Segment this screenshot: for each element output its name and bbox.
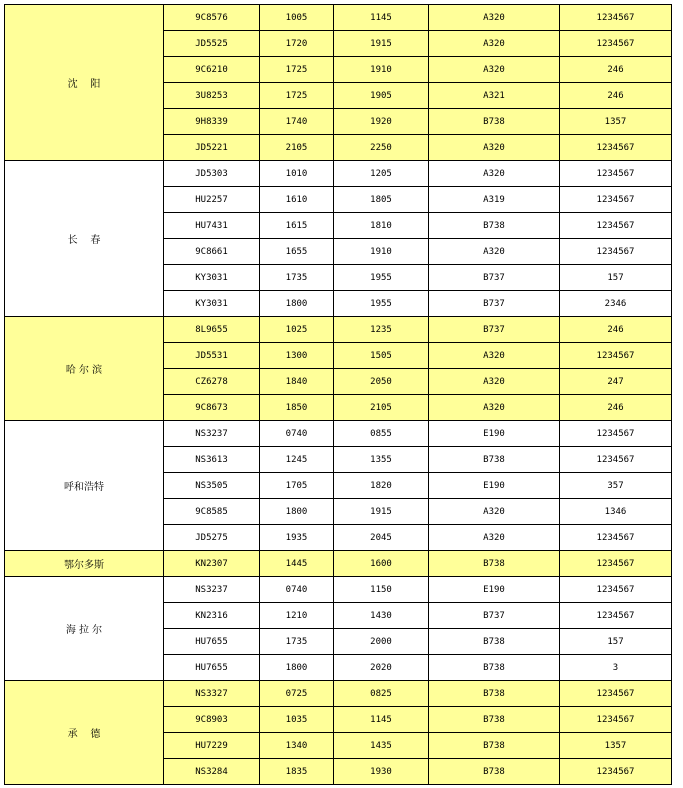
operating-days-cell: 246 — [560, 317, 672, 343]
departure-time-cell: 1705 — [260, 473, 334, 499]
flight-schedule-body — [5, 5, 672, 785]
flight-number-cell: NS3237 — [164, 577, 260, 603]
departure-time-cell: 2105 — [260, 135, 334, 161]
aircraft-type-cell: B738 — [429, 447, 560, 473]
aircraft-type-cell: B737 — [429, 291, 560, 317]
aircraft-type-cell: E190 — [429, 473, 560, 499]
departure-time-cell: 0740 — [260, 577, 334, 603]
flight-number-cell: KN2307 — [164, 551, 260, 577]
operating-days-cell: 1234567 — [560, 343, 672, 369]
flight-row — [5, 317, 672, 343]
departure-time-cell: 1835 — [260, 759, 334, 785]
operating-days-cell: 247 — [560, 369, 672, 395]
city-cell: 沈 阳 — [5, 5, 164, 161]
city-cell: 鄂尔多斯 — [5, 551, 164, 577]
aircraft-type-cell: A320 — [429, 395, 560, 421]
departure-time-cell: 1025 — [260, 317, 334, 343]
aircraft-type-cell: A320 — [429, 57, 560, 83]
flight-number-cell: HU7655 — [164, 629, 260, 655]
flight-number-cell: JD5221 — [164, 135, 260, 161]
flight-number-cell: NS3505 — [164, 473, 260, 499]
flight-number-cell: JD5275 — [164, 525, 260, 551]
aircraft-type-cell: A321 — [429, 83, 560, 109]
aircraft-type-cell: A320 — [429, 31, 560, 57]
flight-number-cell: HU7431 — [164, 213, 260, 239]
departure-time-cell: 1005 — [260, 5, 334, 31]
aircraft-type-cell: A320 — [429, 499, 560, 525]
arrival-time-cell: 1820 — [334, 473, 429, 499]
arrival-time-cell: 1915 — [334, 499, 429, 525]
departure-time-cell: 1740 — [260, 109, 334, 135]
departure-time-cell: 1800 — [260, 291, 334, 317]
operating-days-cell: 246 — [560, 83, 672, 109]
arrival-time-cell: 2000 — [334, 629, 429, 655]
departure-time-cell: 1655 — [260, 239, 334, 265]
arrival-time-cell: 2105 — [334, 395, 429, 421]
departure-time-cell: 1735 — [260, 265, 334, 291]
departure-time-cell: 1840 — [260, 369, 334, 395]
city-cell: 呼和浩特 — [5, 421, 164, 551]
flight-row — [5, 161, 672, 187]
arrival-time-cell: 1145 — [334, 707, 429, 733]
aircraft-type-cell: B737 — [429, 317, 560, 343]
aircraft-type-cell: B738 — [429, 655, 560, 681]
aircraft-type-cell: B738 — [429, 629, 560, 655]
departure-time-cell: 1720 — [260, 31, 334, 57]
aircraft-type-cell: B738 — [429, 707, 560, 733]
flight-number-cell: KY3031 — [164, 265, 260, 291]
arrival-time-cell: 1435 — [334, 733, 429, 759]
flight-number-cell: 9C8673 — [164, 395, 260, 421]
flight-number-cell: HU2257 — [164, 187, 260, 213]
departure-time-cell: 1245 — [260, 447, 334, 473]
arrival-time-cell: 1810 — [334, 213, 429, 239]
arrival-time-cell: 1955 — [334, 291, 429, 317]
arrival-time-cell: 2050 — [334, 369, 429, 395]
flight-row — [5, 577, 672, 603]
aircraft-type-cell: A320 — [429, 161, 560, 187]
flight-number-cell: NS3327 — [164, 681, 260, 707]
aircraft-type-cell: B737 — [429, 603, 560, 629]
departure-time-cell: 1735 — [260, 629, 334, 655]
arrival-time-cell: 1145 — [334, 5, 429, 31]
aircraft-type-cell: E190 — [429, 421, 560, 447]
flight-number-cell: 9C8576 — [164, 5, 260, 31]
flight-number-cell: 9H8339 — [164, 109, 260, 135]
arrival-time-cell: 1355 — [334, 447, 429, 473]
flight-number-cell: KN2316 — [164, 603, 260, 629]
arrival-time-cell: 2045 — [334, 525, 429, 551]
operating-days-cell: 1234567 — [560, 421, 672, 447]
operating-days-cell: 1234567 — [560, 707, 672, 733]
aircraft-type-cell: B738 — [429, 681, 560, 707]
aircraft-type-cell: B738 — [429, 109, 560, 135]
operating-days-cell: 1234567 — [560, 135, 672, 161]
departure-time-cell: 1935 — [260, 525, 334, 551]
flight-number-cell: KY3031 — [164, 291, 260, 317]
flight-row — [5, 421, 672, 447]
departure-time-cell: 1610 — [260, 187, 334, 213]
arrival-time-cell: 1235 — [334, 317, 429, 343]
aircraft-type-cell: B737 — [429, 265, 560, 291]
arrival-time-cell: 1805 — [334, 187, 429, 213]
operating-days-cell: 1234567 — [560, 681, 672, 707]
flight-schedule-table — [4, 4, 672, 785]
aircraft-type-cell: A320 — [429, 135, 560, 161]
city-cell: 承 德 — [5, 681, 164, 785]
operating-days-cell: 246 — [560, 57, 672, 83]
arrival-time-cell: 1920 — [334, 109, 429, 135]
departure-time-cell: 0740 — [260, 421, 334, 447]
operating-days-cell: 1234567 — [560, 525, 672, 551]
arrival-time-cell: 1910 — [334, 57, 429, 83]
arrival-time-cell: 1905 — [334, 83, 429, 109]
flight-number-cell: 9C8585 — [164, 499, 260, 525]
arrival-time-cell: 1910 — [334, 239, 429, 265]
operating-days-cell: 1234567 — [560, 603, 672, 629]
flight-number-cell: 9C6210 — [164, 57, 260, 83]
operating-days-cell: 157 — [560, 629, 672, 655]
departure-time-cell: 1445 — [260, 551, 334, 577]
flight-row — [5, 681, 672, 707]
flight-number-cell: HU7229 — [164, 733, 260, 759]
arrival-time-cell: 1955 — [334, 265, 429, 291]
arrival-time-cell: 1150 — [334, 577, 429, 603]
flight-number-cell: JD5525 — [164, 31, 260, 57]
arrival-time-cell: 1930 — [334, 759, 429, 785]
aircraft-type-cell: B738 — [429, 213, 560, 239]
operating-days-cell: 1346 — [560, 499, 672, 525]
operating-days-cell: 1234567 — [560, 213, 672, 239]
departure-time-cell: 1010 — [260, 161, 334, 187]
flight-number-cell: NS3237 — [164, 421, 260, 447]
departure-time-cell: 0725 — [260, 681, 334, 707]
operating-days-cell: 1234567 — [560, 759, 672, 785]
aircraft-type-cell: A320 — [429, 343, 560, 369]
departure-time-cell: 1800 — [260, 499, 334, 525]
city-cell: 哈 尔 滨 — [5, 317, 164, 421]
arrival-time-cell: 1205 — [334, 161, 429, 187]
flight-row — [5, 551, 672, 577]
departure-time-cell: 1725 — [260, 83, 334, 109]
operating-days-cell: 246 — [560, 395, 672, 421]
departure-time-cell: 1300 — [260, 343, 334, 369]
departure-time-cell: 1615 — [260, 213, 334, 239]
flight-number-cell: 9C8661 — [164, 239, 260, 265]
flight-row — [5, 5, 672, 31]
operating-days-cell: 157 — [560, 265, 672, 291]
arrival-time-cell: 1915 — [334, 31, 429, 57]
flight-number-cell: JD5531 — [164, 343, 260, 369]
arrival-time-cell: 2020 — [334, 655, 429, 681]
flight-number-cell: CZ6278 — [164, 369, 260, 395]
departure-time-cell: 1210 — [260, 603, 334, 629]
arrival-time-cell: 0855 — [334, 421, 429, 447]
operating-days-cell: 1357 — [560, 109, 672, 135]
city-cell: 长 春 — [5, 161, 164, 317]
operating-days-cell: 357 — [560, 473, 672, 499]
operating-days-cell: 2346 — [560, 291, 672, 317]
departure-time-cell: 1725 — [260, 57, 334, 83]
flight-number-cell: 3U8253 — [164, 83, 260, 109]
operating-days-cell: 1234567 — [560, 551, 672, 577]
departure-time-cell: 1850 — [260, 395, 334, 421]
operating-days-cell: 1234567 — [560, 31, 672, 57]
arrival-time-cell: 1430 — [334, 603, 429, 629]
arrival-time-cell: 1505 — [334, 343, 429, 369]
departure-time-cell: 1340 — [260, 733, 334, 759]
flight-number-cell: 8L9655 — [164, 317, 260, 343]
aircraft-type-cell: B738 — [429, 551, 560, 577]
arrival-time-cell: 1600 — [334, 551, 429, 577]
aircraft-type-cell: A320 — [429, 525, 560, 551]
aircraft-type-cell: B738 — [429, 759, 560, 785]
city-cell: 海 拉 尔 — [5, 577, 164, 681]
flight-number-cell: JD5303 — [164, 161, 260, 187]
departure-time-cell: 1035 — [260, 707, 334, 733]
aircraft-type-cell: B738 — [429, 733, 560, 759]
operating-days-cell: 1234567 — [560, 577, 672, 603]
flight-number-cell: 9C8903 — [164, 707, 260, 733]
operating-days-cell: 1234567 — [560, 239, 672, 265]
aircraft-type-cell: A320 — [429, 369, 560, 395]
operating-days-cell: 1234567 — [560, 161, 672, 187]
operating-days-cell: 1234567 — [560, 5, 672, 31]
operating-days-cell: 1357 — [560, 733, 672, 759]
aircraft-type-cell: A320 — [429, 239, 560, 265]
operating-days-cell: 1234567 — [560, 187, 672, 213]
aircraft-type-cell: E190 — [429, 577, 560, 603]
arrival-time-cell: 0825 — [334, 681, 429, 707]
flight-number-cell: NS3284 — [164, 759, 260, 785]
operating-days-cell: 1234567 — [560, 447, 672, 473]
flight-number-cell: HU7655 — [164, 655, 260, 681]
aircraft-type-cell: A320 — [429, 5, 560, 31]
flight-number-cell: NS3613 — [164, 447, 260, 473]
operating-days-cell: 3 — [560, 655, 672, 681]
arrival-time-cell: 2250 — [334, 135, 429, 161]
aircraft-type-cell: A319 — [429, 187, 560, 213]
departure-time-cell: 1800 — [260, 655, 334, 681]
